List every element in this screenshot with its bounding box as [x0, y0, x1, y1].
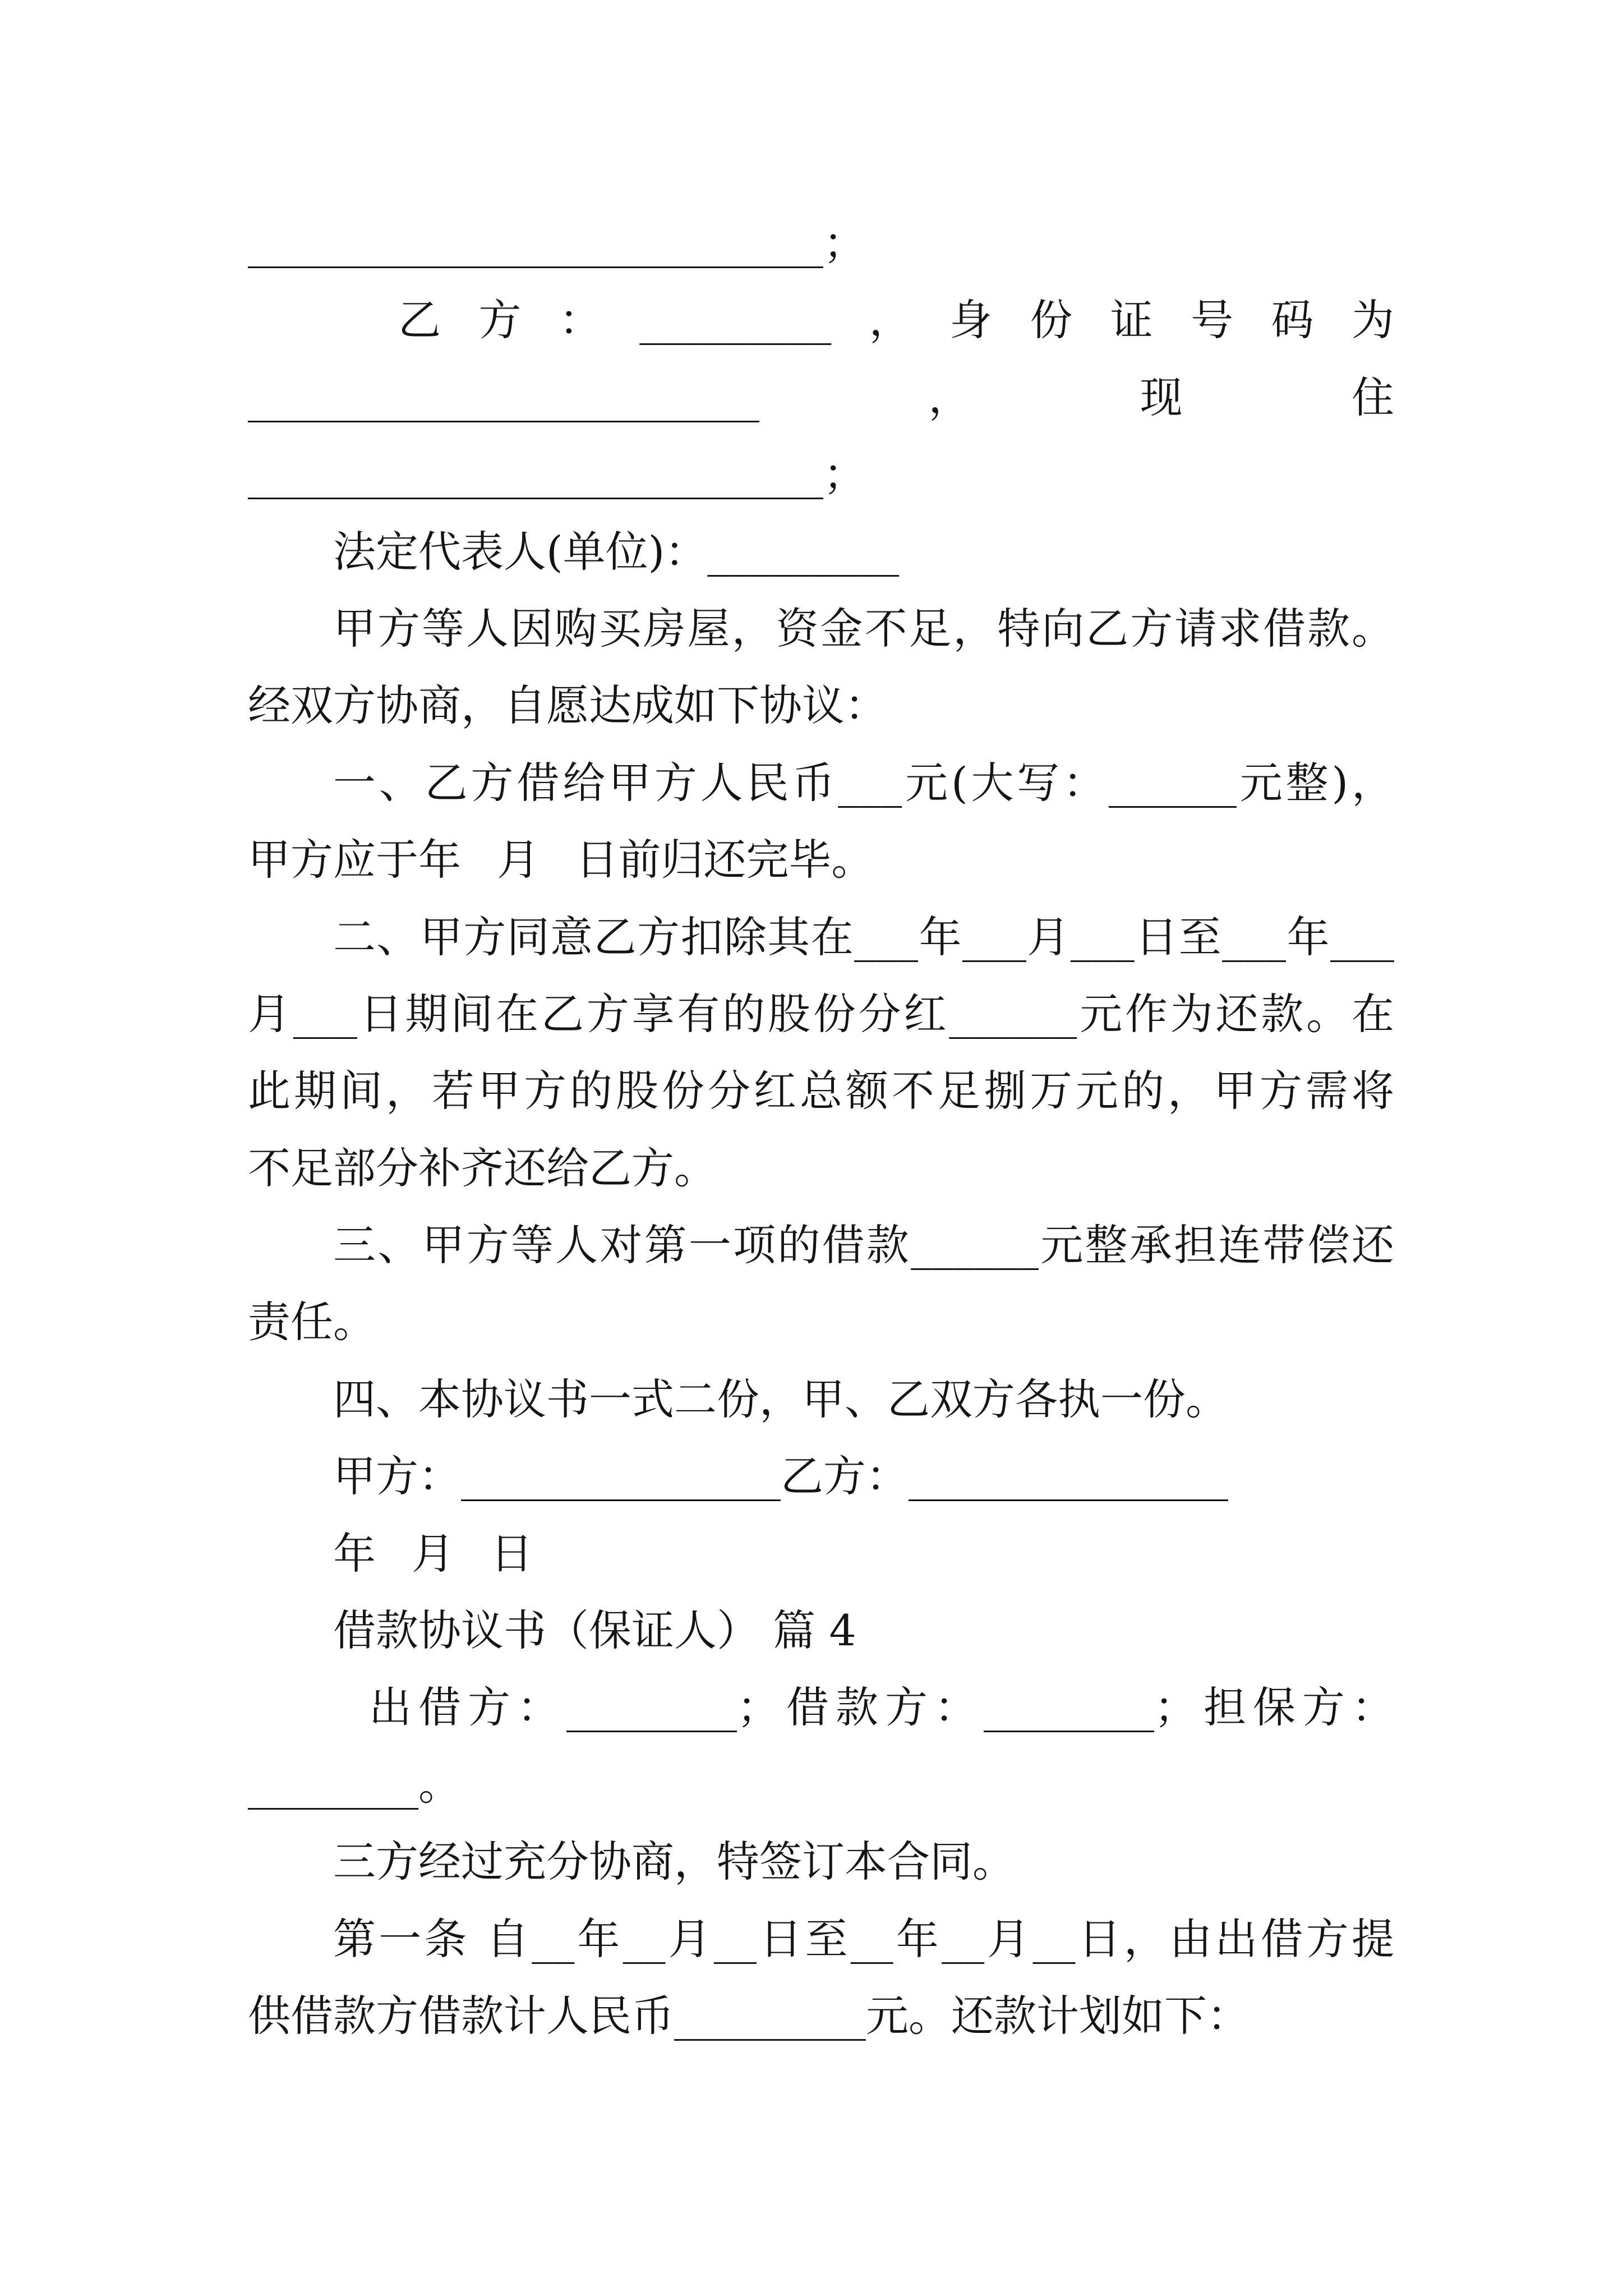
parties-line: ________。: [248, 1759, 461, 1810]
clause-2-line: 此期间，若甲方的股份分红总额不足捌万元的，甲方需将: [248, 1066, 1394, 1116]
clause-3-line: 三、甲方等人对第一项的借款______元整承担连带偿还: [333, 1220, 1394, 1271]
party-b-id-residence-line: ________________________，现住: [248, 372, 1394, 422]
clause-3-line: 责任。: [248, 1297, 376, 1347]
signature-line: 甲方：_______________乙方：_______________: [333, 1451, 1228, 1502]
date-line: 年 月 日: [333, 1528, 533, 1579]
intro-line: 三方经过充分协商，特签订本合同。: [333, 1837, 1015, 1887]
parties-line: 出借方：________；借款方：________；担保方：: [369, 1682, 1394, 1733]
clause-2-line: 不足部分补齐还给乙方。: [248, 1143, 717, 1193]
party-a-address-blank: ___________________________；: [248, 218, 866, 268]
preamble-line: 经双方协商，自愿达成如下协议：: [248, 680, 887, 731]
article-1-line: 供借款方借款计人民币_________元。还款计划如下：: [248, 1990, 1249, 2041]
preamble-line: 甲方等人因购买房屋，资金不足，特向乙方请求借款。: [333, 603, 1394, 654]
article-1-line: 第一条 自__年__月__日至__年__月__日，由出借方提: [333, 1913, 1394, 1964]
party-b-line: 乙方：_________，身份证号码为: [398, 295, 1394, 346]
legal-representative-line: 法定代表人(单位)：_________: [333, 526, 900, 577]
clause-1-line: 一、乙方借给甲方人民币___元(大写：______元整)，: [333, 757, 1394, 808]
clause-2-line: 月___日期间在乙方享有的股份分红______元作为还款。在: [248, 988, 1394, 1039]
section-title: 借款协议书（保证人） 篇 4: [333, 1605, 856, 1656]
clause-4-line: 四、本协议书一式二份，甲、乙双方各执一份。: [333, 1374, 1228, 1424]
party-b-address-blank: ___________________________；: [248, 449, 866, 500]
clause-2-line: 二、甲方同意乙方扣除其在___年___月___日至___年___: [333, 912, 1394, 962]
clause-1-line: 甲方应于年 月 日前归还完毕。: [248, 835, 874, 885]
document-body: [248, 205, 1394, 2054]
